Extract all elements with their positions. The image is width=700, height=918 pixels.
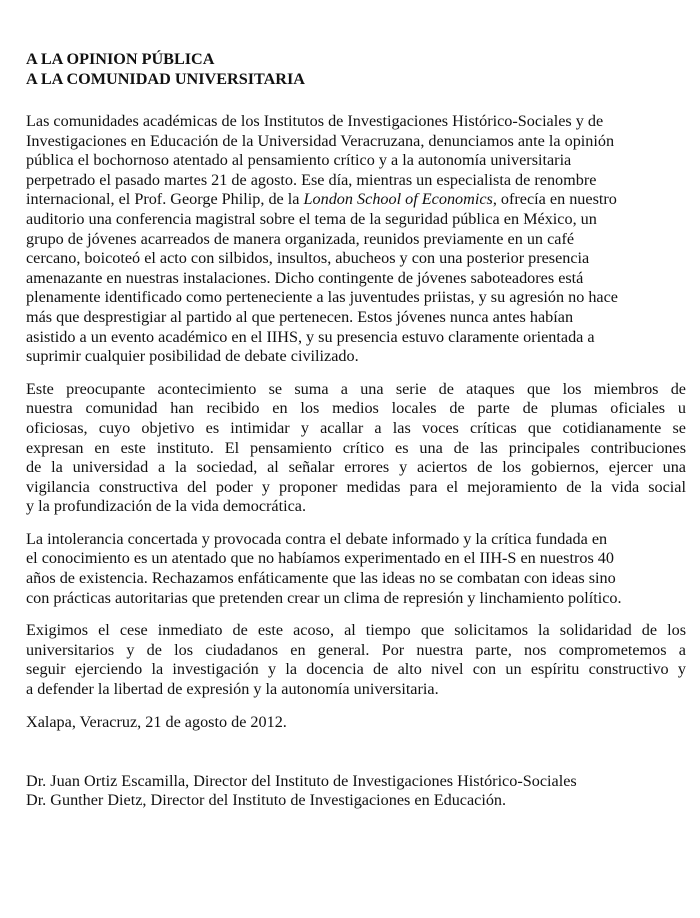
text-line [26, 190, 686, 210]
signatures [26, 772, 686, 810]
letter-heading [26, 49, 686, 89]
paragraph-4 [26, 621, 686, 699]
text-line: Este preocupante acontecimiento se suma a una serie de ataques que los miembros de [26, 379, 686, 398]
text-line: plenamente identificado como perteneciente a las juventudes priistas, y su agresión no hace [26, 288, 618, 307]
text-line: de la universidad a la sociedad, al señalar errores y aciertos de los gobiernos, ejercer una [26, 458, 686, 477]
text-line: Exigimos el cese inmediato de este acoso, al tiempo que solicitamos la solidaridad de los [26, 621, 686, 640]
text-line: asistido a un evento académico en el IIHS, y su presencia estuvo claramente orientada a [26, 327, 595, 346]
text-line: y la profundización de la vida democrática. [26, 497, 307, 516]
text-line: perpetrado el pasado martes 21 de agosto. Ese día, mientras un especialista de renombre [26, 170, 597, 189]
text-line: universitarios y de los ciudadanos en general. Por nuestra parte, nos comprometemos a [26, 640, 686, 659]
paragraph-2 [26, 380, 686, 517]
text-line: Investigaciones en Educación de la Universidad Veracruzana, denunciamos ante la opinión [26, 131, 615, 150]
text-line: Las comunidades académicas de los Institutos de Investigaciones Histórico-Sociales y de [26, 112, 604, 130]
letter-page [26, 49, 686, 810]
text-segment: , ofrecía en nuestro [492, 190, 617, 209]
text-line: a defender la libertad de expresión y la autonomía universitaria. [26, 680, 439, 699]
text-line: más que desprestigiar al partido al que pertenecen. Estos jóvenes nunca antes habían [26, 307, 574, 326]
text-line: suprimir cualquier posibilidad de debate civilizado. [26, 347, 359, 366]
text-line: con prácticas autoritarias que pretenden crear un clima de represión y linchamiento político. [26, 588, 622, 607]
text-line: grupo de jóvenes acarreados de manera organizada, reunidos previamente en un café [26, 229, 575, 248]
text-line: vigilancia constructiva del poder y proponer medidas para el mejoramiento de la vida social [26, 477, 686, 496]
paragraph-1 [26, 112, 686, 367]
text-line: La intolerancia concertada y provocada contra el debate informado y la crítica fundada en [26, 529, 608, 548]
text-line: años de existencia. Rechazamos enfáticamente que las ideas no se combatan con ideas sino [26, 569, 616, 588]
place-date: Xalapa, Veracruz, 21 de agosto de 2012. [26, 712, 287, 731]
heading-line: A LA OPINION PÚBLICA [26, 50, 215, 68]
text-line: expresan en este instituto. El pensamiento crítico es una de las principales contribuciones [26, 438, 686, 457]
signature-line: Dr. Gunther Dietz, Director del Instituto de Investigaciones en Educación. [26, 791, 507, 810]
text-line: oficiosas, cuyo objetivo es intimidar y acallar a las voces críticas que cotidianamente se [26, 418, 686, 437]
heading-line: A LA COMUNIDAD UNIVERSITARIA [26, 70, 305, 88]
paragraph-3 [26, 530, 686, 608]
signature-line: Dr. Juan Ortiz Escamilla, Director del Instituto de Investigaciones Histórico-Sociales [26, 772, 577, 791]
text-line: nuestra comunidad han recibido en los medios locales de parte de plumas oficiales u [26, 399, 686, 418]
text-line: el conocimiento es un atentado que no habíamos experimentado en el IIH-S en nuestros 40 [26, 549, 614, 568]
text-line: cercano, boicoteó el acto con silbidos, insultos, abucheos y con una posterior presencia [26, 249, 590, 268]
institution-name: London School of Economics [303, 190, 493, 209]
text-segment: internacional, el Prof. George Philip, de la [26, 190, 304, 209]
text-line: seguir ejerciendo la investigación y la docencia de alto nivel con un espíritu constructivo y [26, 660, 686, 679]
text-line: auditorio una conferencia magistral sobre el tema de la seguridad pública en México, un [26, 209, 597, 228]
text-line: pública el bochornoso atentado al pensamiento crítico y a la autonomía universitaria [26, 151, 572, 170]
text-line: amenazante en nuestras instalaciones. Dicho contingente de jóvenes saboteadores está [26, 268, 584, 287]
